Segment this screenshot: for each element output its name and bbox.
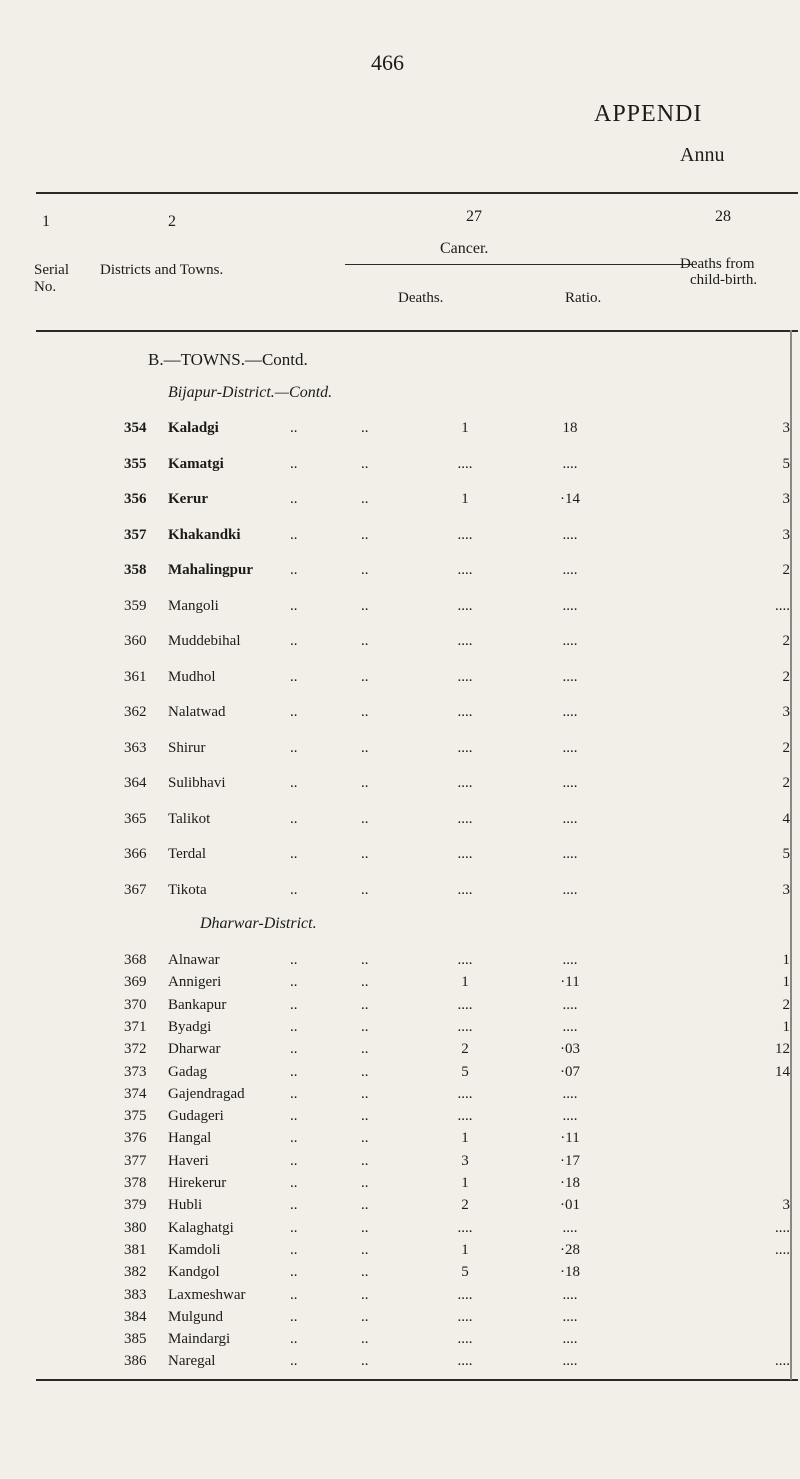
cancer-deaths-value: 2 — [461, 1197, 469, 1214]
town-name: Laxmeshwar — [168, 1286, 246, 1303]
serial-number: 386 — [124, 1353, 147, 1370]
serial-number: 385 — [124, 1331, 147, 1348]
town-name: Kalaghatgi — [168, 1219, 234, 1236]
table-row — [0, 1353, 800, 1389]
col-number-1: 1 — [42, 213, 50, 230]
town-name: Kaladgi — [168, 420, 219, 436]
childbirth-deaths-value: 3 — [782, 420, 790, 436]
cancer-ratio-value: .... — [562, 1018, 578, 1035]
serial-number: 360 — [124, 633, 147, 649]
serial-number: 370 — [124, 996, 147, 1013]
cancer-deaths-value: 1 — [461, 420, 469, 436]
serial-header-line2: No. — [34, 279, 57, 295]
childbirth-deaths-value: 5 — [782, 455, 790, 472]
leader-dots: .. — [290, 1108, 298, 1125]
town-name: Kamdoli — [168, 1241, 221, 1258]
leader-dots: .. — [290, 996, 298, 1013]
leader-dots: .. — [361, 1130, 369, 1147]
leader-dots: .. — [290, 974, 298, 991]
cancer-deaths-value: .... — [457, 562, 473, 578]
leader-dots: .. — [361, 881, 369, 898]
serial-number: 367 — [124, 881, 147, 898]
districts-header: Districts and Towns. — [100, 262, 224, 278]
serial-number: 376 — [124, 1130, 147, 1147]
town-name: Khakandki — [168, 526, 241, 543]
cancer-deaths-value: .... — [457, 1331, 473, 1348]
town-name: Alnawar — [168, 952, 220, 968]
town-name: Mangoli — [168, 597, 219, 614]
childbirth-header-line1: Deaths from — [680, 256, 755, 272]
leader-dots: .. — [361, 420, 369, 436]
leader-dots: .. — [361, 704, 369, 720]
leader-dots: .. — [290, 597, 298, 614]
col-number-28: 28 — [715, 208, 731, 225]
cancer-deaths-value: .... — [457, 1286, 473, 1303]
leader-dots: .. — [361, 1041, 369, 1058]
leader-dots: .. — [290, 881, 298, 898]
leader-dots: .. — [290, 775, 298, 791]
page-number: 466 — [371, 50, 404, 75]
cancer-deaths-value: 5 — [461, 1063, 469, 1080]
leader-dots: .. — [290, 704, 298, 720]
serial-number: 384 — [124, 1308, 147, 1325]
childbirth-deaths-value: 1 — [782, 1018, 790, 1035]
serial-number: 365 — [124, 810, 147, 827]
cancer-deaths-value: .... — [457, 1308, 473, 1325]
leader-dots: .. — [290, 1264, 298, 1281]
leader-dots: .. — [290, 810, 298, 827]
cancer-ratio-value: .... — [562, 1353, 578, 1370]
cancer-ratio-value: ·11 — [560, 1130, 580, 1147]
cancer-ratio-value: .... — [562, 633, 578, 649]
cancer-deaths-value: .... — [457, 1108, 473, 1125]
cancer-deaths-value: 1 — [461, 974, 469, 991]
cancer-deaths-value: .... — [457, 1353, 473, 1370]
leader-dots: .. — [290, 846, 298, 862]
cancer-deaths-value: .... — [457, 810, 473, 827]
childbirth-deaths-value: .... — [775, 1241, 790, 1258]
town-name: Terdal — [168, 846, 207, 862]
table-row — [0, 562, 800, 598]
town-name: Dharwar — [168, 1041, 221, 1058]
serial-number: 369 — [124, 974, 147, 991]
table-row — [0, 811, 800, 847]
leader-dots: .. — [290, 1197, 298, 1214]
section-title: B.—TOWNS.—Contd. — [148, 350, 308, 369]
serial-number: 378 — [124, 1175, 147, 1191]
cancer-ratio-value: ·18 — [560, 1264, 580, 1281]
cancer-ratio-value: .... — [562, 1331, 578, 1348]
leader-dots: .. — [361, 491, 369, 507]
cancer-deaths-value: .... — [457, 996, 473, 1013]
town-name: Hirekerur — [168, 1175, 227, 1191]
table-row — [0, 527, 800, 563]
cancer-ratio-value: .... — [562, 1108, 578, 1125]
leader-dots: .. — [290, 633, 298, 649]
town-name: Hubli — [168, 1197, 203, 1214]
cancer-rule — [345, 264, 693, 265]
town-name: Gajendragad — [168, 1085, 245, 1102]
childbirth-deaths-value: 3 — [782, 1197, 790, 1214]
cancer-ratio-value: ·18 — [560, 1175, 580, 1191]
childbirth-deaths-value: 3 — [782, 491, 790, 507]
leader-dots: .. — [290, 526, 298, 543]
leader-dots: .. — [361, 1331, 369, 1348]
town-name: Haveri — [168, 1152, 209, 1169]
serial-number: 354 — [124, 420, 147, 436]
cancer-deaths-value: .... — [457, 1219, 473, 1236]
col-number-2: 2 — [168, 213, 176, 230]
cancer-header: Cancer. — [440, 240, 489, 257]
serial-number: 368 — [124, 952, 147, 968]
cancer-ratio-value: 18 — [562, 420, 578, 436]
childbirth-deaths-value: 2 — [782, 996, 790, 1013]
cancer-ratio-value: ·07 — [560, 1063, 580, 1080]
serial-number: 358 — [124, 562, 147, 578]
cancer-deaths-value: .... — [457, 952, 473, 968]
serial-number: 364 — [124, 775, 147, 791]
cancer-ratio-value: ·11 — [560, 974, 580, 991]
leader-dots: .. — [361, 597, 369, 614]
town-name: Nalatwad — [168, 704, 226, 720]
leader-dots: .. — [290, 1241, 298, 1258]
leader-dots: .. — [290, 1085, 298, 1102]
serial-number: 357 — [124, 526, 147, 543]
annual-label: Annu — [680, 144, 725, 166]
cancer-ratio-value: .... — [562, 1308, 578, 1325]
cancer-deaths-value: .... — [457, 455, 473, 472]
cancer-deaths-value: 3 — [461, 1152, 469, 1169]
cancer-deaths-value: .... — [457, 775, 473, 791]
childbirth-deaths-value: .... — [775, 597, 790, 614]
serial-number: 355 — [124, 455, 147, 472]
cancer-ratio-value: .... — [562, 704, 578, 720]
town-name: Shirur — [168, 739, 206, 756]
leader-dots: .. — [361, 526, 369, 543]
childbirth-deaths-value: 3 — [782, 526, 790, 543]
serial-number: 374 — [124, 1085, 147, 1102]
childbirth-deaths-value: 2 — [782, 775, 790, 791]
cancer-deaths-value: .... — [457, 1085, 473, 1102]
leader-dots: .. — [361, 1308, 369, 1325]
cancer-ratio-value: .... — [562, 952, 578, 968]
table-row — [0, 633, 800, 669]
leader-dots: .. — [361, 455, 369, 472]
childbirth-deaths-value: 14 — [775, 1063, 790, 1080]
childbirth-deaths-value: 2 — [782, 633, 790, 649]
cancer-ratio-value: .... — [562, 996, 578, 1013]
top-rule — [36, 192, 798, 194]
serial-number: 373 — [124, 1063, 147, 1080]
leader-dots: .. — [361, 810, 369, 827]
town-name: Bankapur — [168, 996, 227, 1013]
cancer-deaths-value: 1 — [461, 491, 469, 507]
appendix-title: APPENDI — [594, 101, 703, 127]
leader-dots: .. — [361, 562, 369, 578]
cancer-deaths-value: .... — [457, 597, 473, 614]
leader-dots: .. — [361, 1063, 369, 1080]
cancer-ratio-value: .... — [562, 810, 578, 827]
town-name: Maindargi — [168, 1331, 231, 1348]
serial-number: 366 — [124, 846, 147, 862]
town-name: Annigeri — [168, 974, 222, 991]
serial-number: 356 — [124, 491, 147, 507]
leader-dots: .. — [361, 1085, 369, 1102]
leader-dots: .. — [290, 491, 298, 507]
cancer-deaths-value: .... — [457, 739, 473, 756]
childbirth-header-line2: child-birth. — [690, 272, 758, 288]
table-row — [0, 420, 800, 456]
cancer-deaths-value: 1 — [461, 1241, 469, 1258]
leader-dots: .. — [361, 1197, 369, 1214]
leader-dots: .. — [361, 1152, 369, 1169]
leader-dots: .. — [361, 1018, 369, 1035]
serial-number: 362 — [124, 704, 147, 720]
cancer-ratio-value: .... — [562, 1085, 578, 1102]
town-name: Tikota — [168, 881, 207, 898]
cancer-ratio-value: ·14 — [560, 491, 580, 507]
table-bottom-rule — [36, 1379, 798, 1381]
deaths-header: Deaths. — [398, 290, 444, 306]
leader-dots: .. — [361, 996, 369, 1013]
town-name: Gadag — [168, 1063, 208, 1080]
leader-dots: .. — [361, 1241, 369, 1258]
childbirth-deaths-value: 12 — [775, 1041, 790, 1058]
town-name: Kamatgi — [168, 455, 224, 472]
cancer-deaths-value: .... — [457, 633, 473, 649]
town-name: Naregal — [168, 1353, 216, 1370]
cancer-deaths-value: 1 — [461, 1175, 469, 1191]
leader-dots: .. — [361, 846, 369, 862]
leader-dots: .. — [290, 739, 298, 756]
town-name: Kerur — [168, 491, 208, 507]
serial-number: 375 — [124, 1108, 147, 1125]
cancer-ratio-value: .... — [562, 1286, 578, 1303]
leader-dots: .. — [361, 739, 369, 756]
cancer-ratio-value: ·28 — [560, 1241, 580, 1258]
serial-number: 363 — [124, 739, 147, 756]
childbirth-deaths-value: 3 — [782, 704, 790, 720]
leader-dots: .. — [290, 420, 298, 436]
serial-header-line1: Serial — [34, 262, 69, 278]
cancer-deaths-value: .... — [457, 526, 473, 543]
cancer-ratio-value: .... — [562, 597, 578, 614]
leader-dots: .. — [290, 1219, 298, 1236]
town-name: Byadgi — [168, 1018, 212, 1035]
cancer-deaths-value: .... — [457, 704, 473, 720]
leader-dots: .. — [290, 952, 298, 968]
serial-number: 381 — [124, 1241, 147, 1258]
cancer-ratio-value: .... — [562, 775, 578, 791]
table-row — [0, 598, 800, 634]
leader-dots: .. — [290, 1308, 298, 1325]
table-row — [0, 882, 800, 918]
childbirth-deaths-value: 1 — [782, 952, 790, 968]
table-row — [0, 669, 800, 705]
leader-dots: .. — [290, 1063, 298, 1080]
leader-dots: .. — [290, 668, 298, 685]
leader-dots: .. — [290, 1018, 298, 1035]
serial-number: 372 — [124, 1041, 147, 1058]
leader-dots: .. — [361, 1219, 369, 1236]
col-number-27: 27 — [466, 208, 482, 225]
town-name: Mahalingpur — [168, 562, 254, 578]
cancer-ratio-value: .... — [562, 846, 578, 862]
cancer-deaths-value: .... — [457, 846, 473, 862]
leader-dots: .. — [361, 952, 369, 968]
childbirth-deaths-value: 1 — [782, 974, 790, 991]
town-name: Hangal — [168, 1130, 212, 1147]
cancer-deaths-value: .... — [457, 1018, 473, 1035]
cancer-ratio-value: .... — [562, 562, 578, 578]
leader-dots: .. — [290, 562, 298, 578]
childbirth-deaths-value: .... — [775, 1219, 790, 1236]
leader-dots: .. — [290, 1353, 298, 1370]
cancer-ratio-value: .... — [562, 526, 578, 543]
serial-number: 377 — [124, 1152, 147, 1169]
leader-dots: .. — [290, 1286, 298, 1303]
serial-number: 383 — [124, 1286, 147, 1303]
serial-number: 380 — [124, 1219, 147, 1236]
table-row — [0, 491, 800, 527]
childbirth-deaths-value: 2 — [782, 739, 790, 756]
serial-number: 371 — [124, 1018, 147, 1035]
childbirth-deaths-value: 2 — [782, 668, 790, 685]
serial-number: 359 — [124, 597, 147, 614]
town-name: Kandgol — [168, 1264, 220, 1281]
table-row — [0, 775, 800, 811]
table-row — [0, 740, 800, 776]
table-row — [0, 704, 800, 740]
childbirth-deaths-value: 5 — [782, 846, 790, 862]
leader-dots: .. — [361, 633, 369, 649]
town-name: Muddebihal — [168, 633, 241, 649]
leader-dots: .. — [290, 1041, 298, 1058]
ratio-header: Ratio. — [565, 290, 602, 306]
dharwar-district-label: Dharwar-District. — [200, 915, 317, 932]
leader-dots: .. — [290, 1130, 298, 1147]
cancer-deaths-value: 5 — [461, 1264, 469, 1281]
cancer-ratio-value: .... — [562, 668, 578, 685]
childbirth-deaths-value: 4 — [782, 810, 790, 827]
serial-number: 379 — [124, 1197, 147, 1214]
cancer-deaths-value: 1 — [461, 1130, 469, 1147]
childbirth-deaths-value: 3 — [782, 881, 790, 898]
childbirth-deaths-value: 2 — [782, 562, 790, 578]
town-name: Mudhol — [168, 668, 216, 685]
town-name: Sulibhavi — [168, 775, 226, 791]
town-name: Talikot — [168, 810, 211, 827]
table-row — [0, 846, 800, 882]
page-edge-shadow — [790, 330, 792, 1380]
leader-dots: .. — [290, 1175, 298, 1191]
serial-number: 361 — [124, 668, 147, 685]
leader-dots: .. — [361, 1286, 369, 1303]
leader-dots: .. — [290, 455, 298, 472]
table-row — [0, 456, 800, 492]
leader-dots: .. — [361, 974, 369, 991]
cancer-deaths-value: .... — [457, 668, 473, 685]
cancer-deaths-value: .... — [457, 881, 473, 898]
cancer-deaths-value: 2 — [461, 1041, 469, 1058]
leader-dots: .. — [361, 775, 369, 791]
cancer-ratio-value: ·03 — [560, 1041, 580, 1058]
cancer-ratio-value: .... — [562, 455, 578, 472]
leader-dots: .. — [361, 668, 369, 685]
leader-dots: .. — [290, 1331, 298, 1348]
cancer-ratio-value: ·01 — [560, 1197, 580, 1214]
serial-number: 382 — [124, 1264, 147, 1281]
childbirth-deaths-value: .... — [775, 1353, 790, 1370]
leader-dots: .. — [290, 1152, 298, 1169]
bijapur-district-label: Bijapur-District.—Contd. — [168, 384, 333, 401]
cancer-ratio-value: ·17 — [560, 1152, 580, 1169]
cancer-ratio-value: .... — [562, 881, 578, 898]
leader-dots: .. — [361, 1353, 369, 1370]
header-bottom-rule — [36, 330, 798, 332]
town-name: Mulgund — [168, 1308, 224, 1325]
town-name: Gudageri — [168, 1108, 224, 1125]
cancer-ratio-value: .... — [562, 739, 578, 756]
leader-dots: .. — [361, 1108, 369, 1125]
leader-dots: .. — [361, 1175, 369, 1191]
leader-dots: .. — [361, 1264, 369, 1281]
cancer-ratio-value: .... — [562, 1219, 578, 1236]
